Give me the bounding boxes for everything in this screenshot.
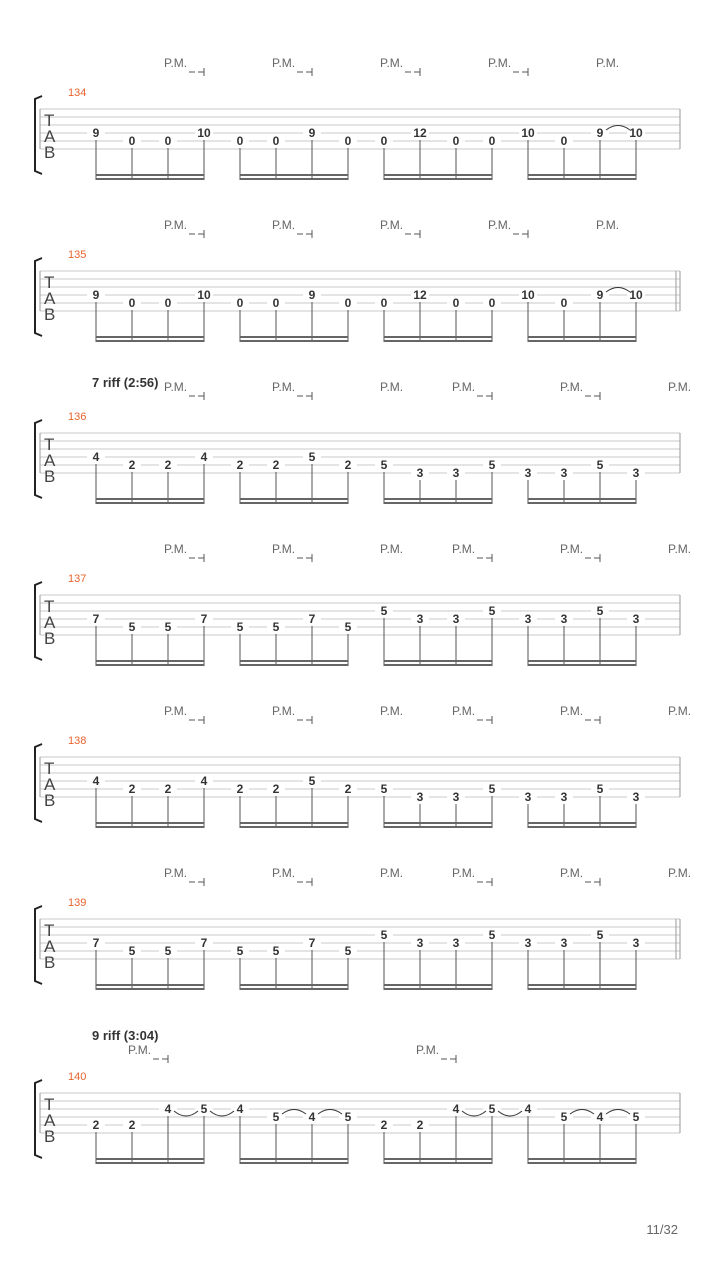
fret-number: 5	[344, 1110, 352, 1124]
fret-number: 7	[308, 612, 316, 626]
fret-number: 3	[524, 936, 532, 950]
fret-number: 3	[452, 790, 460, 804]
tab-clef-letter: A	[44, 127, 56, 146]
fret-number: 3	[524, 466, 532, 480]
fret-number: 3	[632, 936, 640, 950]
fret-number: 3	[416, 612, 424, 626]
fret-number: 3	[560, 612, 568, 626]
fret-number: 4	[308, 1110, 316, 1124]
fret-number: 5	[488, 782, 496, 796]
slur	[498, 1111, 522, 1116]
system-brace	[35, 420, 42, 498]
tab-clef-letter: B	[44, 1127, 56, 1146]
slur	[282, 1110, 306, 1115]
palm-mute-marker: P.M.	[380, 866, 404, 880]
fret-number: 4	[596, 1110, 604, 1124]
fret-number: 10	[629, 288, 643, 302]
palm-mute-marker: P.M.	[164, 866, 188, 880]
fret-number: 2	[128, 458, 136, 472]
palm-mute-marker: P.M.	[452, 380, 476, 394]
palm-mute-marker: P.M.	[272, 56, 296, 70]
fret-number: 5	[596, 604, 604, 618]
palm-mute-marker: P.M.	[272, 542, 296, 556]
fret-number: 0	[128, 134, 136, 148]
fret-number: 7	[200, 936, 208, 950]
tab-clef-letter: B	[44, 791, 56, 810]
fret-number: 9	[92, 288, 100, 302]
tab-clef-letter: B	[44, 629, 56, 648]
fret-number: 0	[452, 134, 460, 148]
fret-number: 10	[521, 126, 535, 140]
fret-number: 5	[380, 782, 388, 796]
tab-clef-letter: T	[44, 597, 55, 616]
tab-clef-letter: B	[44, 953, 56, 972]
fret-number: 5	[632, 1110, 640, 1124]
tab-clef-letter: A	[44, 451, 56, 470]
fret-number: 4	[236, 1102, 244, 1116]
fret-number: 2	[164, 782, 172, 796]
tab-system	[35, 704, 691, 828]
fret-number: 5	[596, 458, 604, 472]
tab-clef-letter: A	[44, 775, 56, 794]
tab-clef-letter: B	[44, 467, 56, 486]
palm-mute-marker: P.M.	[560, 866, 584, 880]
fret-number: 5	[236, 944, 244, 958]
measure-number: 138	[68, 735, 87, 747]
tab-system	[35, 375, 691, 504]
fret-number: 2	[164, 458, 172, 472]
fret-number: 0	[272, 296, 280, 310]
fret-number: 2	[344, 458, 352, 472]
fret-number: 5	[272, 944, 280, 958]
fret-number: 2	[272, 782, 280, 796]
fret-number: 0	[236, 134, 244, 148]
fret-number: 5	[596, 782, 604, 796]
fret-number: 5	[488, 458, 496, 472]
palm-mute-marker: P.M.	[668, 866, 692, 880]
fret-number: 3	[632, 612, 640, 626]
palm-mute-marker: P.M.	[488, 218, 512, 232]
tab-clef-letter: T	[44, 759, 55, 778]
palm-mute-marker: P.M.	[164, 380, 188, 394]
tab-clef-letter: T	[44, 435, 55, 454]
fret-number: 5	[272, 1110, 280, 1124]
measure-number: 135	[68, 249, 87, 261]
slur	[570, 1110, 594, 1115]
palm-mute-marker: P.M.	[128, 1043, 152, 1057]
slur	[606, 126, 630, 131]
system-brace	[35, 96, 42, 174]
measure-number: 134	[68, 87, 87, 99]
fret-number: 5	[308, 774, 316, 788]
fret-number: 0	[488, 296, 496, 310]
fret-number: 0	[344, 134, 352, 148]
fret-number: 5	[344, 944, 352, 958]
fret-number: 4	[92, 774, 100, 788]
palm-mute-marker: P.M.	[452, 542, 476, 556]
fret-number: 3	[452, 466, 460, 480]
palm-mute-marker: P.M.	[380, 542, 404, 556]
fret-number: 0	[236, 296, 244, 310]
palm-mute-marker: P.M.	[164, 218, 188, 232]
fret-number: 5	[488, 928, 496, 942]
fret-number: 3	[560, 936, 568, 950]
slur	[606, 1110, 630, 1115]
fret-number: 12	[413, 288, 427, 302]
fret-number: 9	[92, 126, 100, 140]
fret-number: 4	[452, 1102, 460, 1116]
system-brace	[35, 258, 42, 336]
fret-number: 0	[560, 296, 568, 310]
fret-number: 9	[308, 288, 316, 302]
fret-number: 4	[524, 1102, 532, 1116]
fret-number: 5	[308, 450, 316, 464]
palm-mute-marker: P.M.	[668, 542, 692, 556]
tab-system	[35, 56, 680, 180]
fret-number: 0	[272, 134, 280, 148]
palm-mute-marker: P.M.	[164, 542, 188, 556]
fret-number: 7	[92, 936, 100, 950]
palm-mute-marker: P.M.	[560, 704, 584, 718]
fret-number: 2	[344, 782, 352, 796]
tab-clef-letter: A	[44, 937, 56, 956]
fret-number: 5	[128, 944, 136, 958]
fret-number: 3	[632, 790, 640, 804]
fret-number: 5	[560, 1110, 568, 1124]
fret-number: 7	[308, 936, 316, 950]
measure-number: 140	[68, 1071, 87, 1083]
tab-clef-letter: T	[44, 111, 55, 130]
palm-mute-marker: P.M.	[380, 218, 404, 232]
palm-mute-marker: P.M.	[272, 704, 296, 718]
palm-mute-marker: P.M.	[560, 542, 584, 556]
system-brace	[35, 1080, 42, 1158]
fret-number: 2	[272, 458, 280, 472]
fret-number: 7	[200, 612, 208, 626]
fret-number: 0	[164, 134, 172, 148]
measure-number: 139	[68, 897, 87, 909]
slur	[174, 1111, 198, 1116]
fret-number: 12	[413, 126, 427, 140]
system-brace	[35, 582, 42, 660]
system-brace	[35, 906, 42, 984]
fret-number: 2	[128, 782, 136, 796]
fret-number: 5	[164, 944, 172, 958]
tab-clef-letter: B	[44, 305, 56, 324]
palm-mute-marker: P.M.	[668, 380, 692, 394]
palm-mute-marker: P.M.	[272, 866, 296, 880]
fret-number: 5	[236, 620, 244, 634]
tab-system	[35, 1028, 680, 1164]
palm-mute-marker: P.M.	[272, 380, 296, 394]
fret-number: 4	[200, 450, 208, 464]
fret-number: 3	[416, 936, 424, 950]
fret-number: 3	[416, 790, 424, 804]
palm-mute-marker: P.M.	[452, 704, 476, 718]
fret-number: 10	[197, 288, 211, 302]
palm-mute-marker: P.M.	[668, 704, 692, 718]
fret-number: 5	[596, 928, 604, 942]
system-brace	[35, 744, 42, 822]
fret-number: 5	[272, 620, 280, 634]
palm-mute-marker: P.M.	[164, 704, 188, 718]
measure-number: 136	[68, 411, 87, 423]
fret-number: 10	[629, 126, 643, 140]
fret-number: 0	[488, 134, 496, 148]
palm-mute-marker: P.M.	[164, 56, 188, 70]
fret-number: 0	[380, 296, 388, 310]
tab-clef-letter: T	[44, 273, 55, 292]
fret-number: 9	[308, 126, 316, 140]
tab-clef-letter: A	[44, 1111, 56, 1130]
fret-number: 9	[596, 288, 604, 302]
fret-number: 5	[344, 620, 352, 634]
fret-number: 0	[344, 296, 352, 310]
fret-number: 3	[452, 612, 460, 626]
fret-number: 3	[632, 466, 640, 480]
fret-number: 5	[488, 604, 496, 618]
fret-number: 5	[128, 620, 136, 634]
palm-mute-marker: P.M.	[380, 704, 404, 718]
fret-number: 2	[128, 1118, 136, 1132]
fret-number: 0	[128, 296, 136, 310]
tab-clef-letter: T	[44, 921, 55, 940]
palm-mute-marker: P.M.	[380, 380, 404, 394]
palm-mute-marker: P.M.	[380, 56, 404, 70]
fret-number: 3	[524, 790, 532, 804]
slur	[606, 288, 630, 293]
fret-number: 9	[596, 126, 604, 140]
palm-mute-marker: P.M.	[488, 56, 512, 70]
tab-clef-letter: B	[44, 143, 56, 162]
fret-number: 3	[524, 612, 532, 626]
slur	[318, 1110, 342, 1115]
palm-mute-marker: P.M.	[596, 56, 620, 70]
fret-number: 5	[488, 1102, 496, 1116]
fret-number: 5	[380, 928, 388, 942]
palm-mute-marker: P.M.	[416, 1043, 440, 1057]
tab-clef-letter: A	[44, 613, 56, 632]
fret-number: 5	[164, 620, 172, 634]
tab-system	[35, 542, 691, 666]
section-marker: 7 riff (2:56)	[92, 375, 159, 390]
tab-clef-letter: A	[44, 289, 56, 308]
slur	[462, 1111, 486, 1116]
fret-number: 2	[92, 1118, 100, 1132]
fret-number: 0	[560, 134, 568, 148]
fret-number: 2	[416, 1118, 424, 1132]
fret-number: 0	[452, 296, 460, 310]
measure-number: 137	[68, 573, 87, 585]
palm-mute-marker: P.M.	[272, 218, 296, 232]
fret-number: 2	[236, 782, 244, 796]
fret-number: 3	[560, 790, 568, 804]
slur	[210, 1111, 234, 1116]
fret-number: 3	[560, 466, 568, 480]
fret-number: 4	[92, 450, 100, 464]
palm-mute-marker: P.M.	[452, 866, 476, 880]
fret-number: 0	[164, 296, 172, 310]
fret-number: 2	[236, 458, 244, 472]
page-number: 11/32	[646, 1222, 678, 1237]
fret-number: 4	[200, 774, 208, 788]
section-marker: 9 riff (3:04)	[92, 1028, 159, 1043]
fret-number: 7	[92, 612, 100, 626]
fret-number: 0	[380, 134, 388, 148]
fret-number: 4	[164, 1102, 172, 1116]
tab-system	[35, 866, 691, 990]
tab-system	[35, 218, 680, 342]
fret-number: 3	[416, 466, 424, 480]
fret-number: 5	[200, 1102, 208, 1116]
fret-number: 3	[452, 936, 460, 950]
fret-number: 10	[197, 126, 211, 140]
fret-number: 5	[380, 458, 388, 472]
tab-clef-letter: T	[44, 1095, 55, 1114]
palm-mute-marker: P.M.	[596, 218, 620, 232]
fret-number: 5	[380, 604, 388, 618]
palm-mute-marker: P.M.	[560, 380, 584, 394]
fret-number: 10	[521, 288, 535, 302]
fret-number: 2	[380, 1118, 388, 1132]
